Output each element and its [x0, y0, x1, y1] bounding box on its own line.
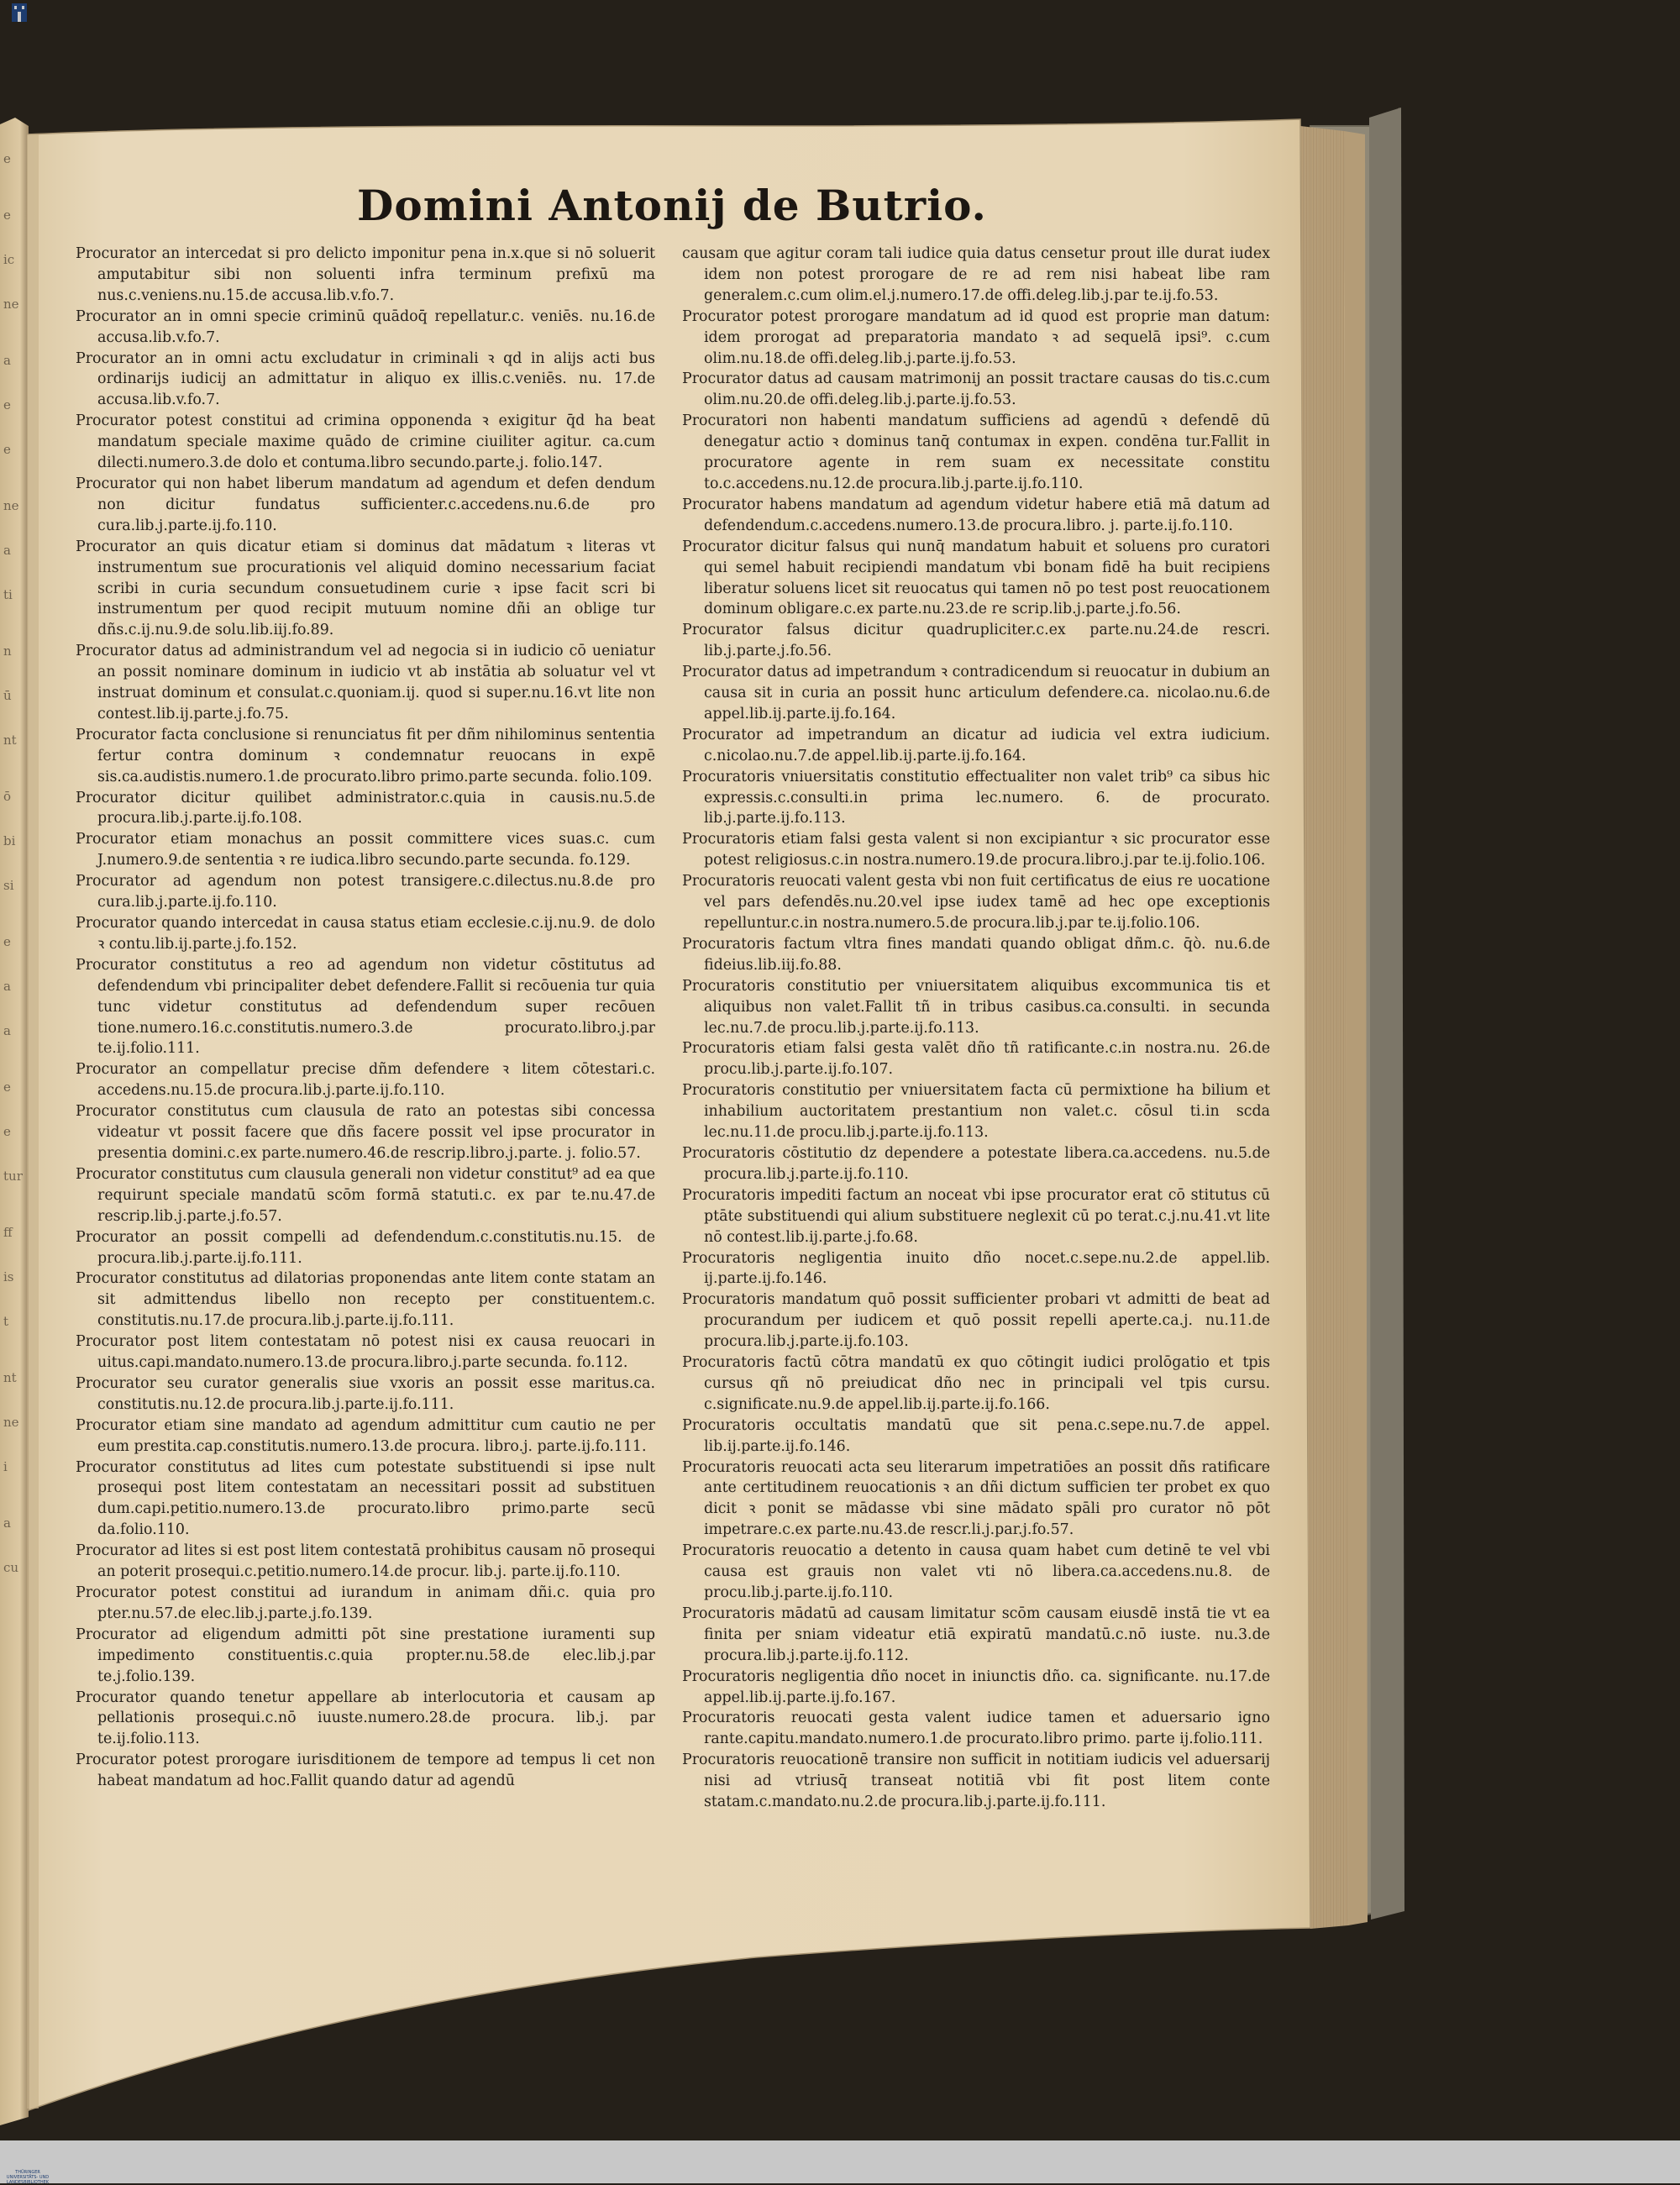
margin-fragment: e: [3, 442, 11, 457]
margin-fragment: e: [3, 207, 11, 223]
margin-fragment: a: [3, 543, 11, 558]
index-entry: Procurator ad lites si est post litem contestatā prohibitus causam nō prosequi an poterit prosequi.c.petitio.numero.14.de procur. lib.j. parte.ij.fo.110.: [76, 1542, 655, 1581]
margin-fragment: bi: [3, 833, 16, 848]
index-entry: Procuratoris vniuersitatis constitutio effectualiter non valet trib⁹ ca sibus hic expressis.c.consulti.in prima lec.numero. 6. de procurato. lib.j.parte.ij.fo.113.: [682, 768, 1270, 827]
index-entry: Procurator etiam sine mandato ad agendum admittitur cum cautio ne per eum prestita.cap.constitutis.numero.13.de procura. libro.j. parte.ij.fo.111.: [76, 1416, 655, 1455]
index-entry: Procurator ad impetrandum an dicatur ad iudicia vel extra iudicium. c.nicolao.nu.7.de appel.lib.ij.parte.ij.fo.164.: [682, 726, 1270, 764]
index-entry: Procurator etiam monachus an possit committere vices suas.c. cum J.numero.9.de sententia ꝛ re iudica.libro secundo.parte secunda. fo.129.: [76, 831, 655, 869]
index-entry: Procurator an in omni actu excludatur in criminali ꝛ qd in alijs acti bus ordinarijs iudicij an admittatur in aliquo ex illis.c.veniēs. nu. 17.de accusa.lib.v.fo.7.: [76, 349, 655, 409]
index-entry: Procuratoris cōstitutio dz dependere a potestate libera.ca.accedens. nu.5.de procura.lib.j.parte.ij.fo.110.: [682, 1144, 1270, 1183]
margin-fragment: ne: [3, 1415, 19, 1430]
margin-fragment: e: [3, 1079, 11, 1095]
index-entry: Procurator seu curator generalis siue vxoris an possit esse maritus.ca. constitutis.nu.12.de procura.lib.j.parte.ij.fo.111.: [76, 1374, 655, 1413]
index-entry: Procurator facta conclusione si renunciatus fit per dñm nihilominus sententia fertur contra dominum ꝛ condemnatur reuocans in expē sis.ca.audistis.numero.1.de procurato.libro primo.parte secunda. folio.109.: [76, 726, 655, 785]
index-entry: Procurator quando tenetur appellare ab interlocutoria et causam ap pellationis prosequi.c.nō iuuste.numero.28.de procura. lib.j. par te.ij.folio.113.: [76, 1689, 655, 1748]
margin-fragment: a: [3, 353, 11, 368]
index-entry: Procurator falsus dicitur quadrupliciter.c.ex parte.nu.24.de rescri. lib.j.parte.j.fo.56.: [682, 622, 1270, 660]
book-cover-shadow: [1369, 108, 1404, 1920]
index-entry: Procuratoris etiam falsi gesta valent si non excipiantur ꝛ sic procurator esse potest religiosus.c.in nostra.numero.19.de procura.libro.j.par te.ij.folio.106.: [682, 831, 1270, 869]
index-entry: Procurator dicitur quilibet administrator.c.quia in causis.nu.5.de procura.lib.j.parte.ij.fo.108.: [76, 789, 655, 827]
index-entry: Procurator ad agendum non potest transigere.c.dilectus.nu.8.de pro cura.lib.j.parte.ij.fo.110.: [76, 873, 655, 911]
index-entry: Procurator potest prorogare mandatum ad id quod est proprie man datum: idem prorogat ad preparatoria mandato ꝛ ad sequelā ipsi⁹. c.cum olim.nu.18.de offi.deleg.lib.j.parte.ij.fo.53.: [682, 307, 1270, 367]
index-entry: Procurator an compellatur precise dñm defendere ꝛ litem cōtestari.c. accedens.nu.15.de procura.lib.j.parte.ij.fo.110.: [76, 1061, 655, 1100]
index-entry: Procurator habens mandatum ad agendum videtur habere etiā mā datum ad defendendum.c.accedens.numero.13.de procura.libro. j. parte.ij.fo.110.: [682, 496, 1270, 534]
index-entry: Procuratoris negligentia inuito dño nocet.c.sepe.nu.2.de appel.lib. ij.parte.ij.fo.146.: [682, 1249, 1270, 1288]
margin-fragment: nt: [3, 733, 17, 748]
index-entry: Procurator quando intercedat in causa status etiam ecclesie.c.ij.nu.9. de dolo ꝛ contu.lib.ij.parte.j.fo.152.: [76, 915, 655, 953]
margin-fragment: ne: [3, 498, 19, 513]
index-entry: Procurator post litem contestatam nō potest nisi ex causa reuocari in uitus.capi.mandato.numero.13.de procura.libro.j.parte secunda. fo.112.: [76, 1333, 655, 1372]
index-entry: Procuratoris etiam falsi gesta valēt dño tñ ratificante.c.in nostra.nu. 26.de procu.lib.j.parte.ij.fo.107.: [682, 1040, 1270, 1079]
index-column-left: [76, 244, 655, 1792]
margin-fragment: ō: [3, 789, 12, 804]
margin-fragment: ff: [3, 1225, 13, 1240]
index-entry: Procurator datus ad impetrandum ꝛ contradicendum si reuocatur in dubium an causa sit in curia an possit hunc articulum defendere.ca. nicolao.nu.6.de appel.lib.ij.parte.ij.fo.164.: [682, 664, 1270, 722]
margin-fragment: is: [3, 1269, 14, 1284]
index-entry: Procurator constitutus ad dilatorias proponendas ante litem conte statam an sit admittendus libello non recepto per constituentem.c. constitutis.nu.17.de procura.lib.j.parte.ij.fo.111.: [76, 1270, 655, 1330]
margin-fragment: cu: [3, 1560, 19, 1575]
margin-fragment: n: [3, 643, 12, 659]
index-entry: Procurator an quis dicatur etiam si dominus dat mādatum ꝛ literas vt instrumentum sue procurationis vel aliquid domino necessarium faciat scribi in curia secundum consuetudinem curie ꝛ ipse facit scri bi instrumentum per quod recipit mutuum nomine dñi an oblige tur dñs.c.ij.nu.9.de solu.lib.iij.fo.89.: [76, 538, 655, 639]
index-entry: Procuratoris reuocati valent gesta vbi non fuit certificatus de eius re uocatione vel pars defendēs.nu.20.vel ipse iudex tamē ad hec ope exceptionis repelluntur.c.in nostra.numero.5.de procura.lib.j.par te.ij.folio.106.: [682, 873, 1270, 932]
library-emblem-icon: [0, 0, 39, 39]
index-entry: Procurator an possit compelli ad defendendum.c.constitutis.nu.15. de procura.lib.j.parte.ij.fo.111.: [76, 1228, 655, 1267]
index-entry: Procuratoris mandatum quō possit sufficienter probari vt admitti de beat ad procurandum per iudicem et quō possit repelli aperte.ca.j. nu.11.de procura.lib.j.parte.ij.fo.103.: [682, 1291, 1270, 1351]
margin-fragment: ne: [3, 297, 19, 312]
index-entry: Procuratoris negligentia dño nocet in iniunctis dño. ca. significante. nu.17.de appel.lib.ij.parte.ij.fo.167.: [682, 1668, 1270, 1706]
index-entry: Procuratoris factū cōtra mandatū ex quo cōtingit iudici prolōgatio et tpis cursus qñ nō preiudicat dño nec in principali vel tpis cursu. c.significate.nu.9.de appel.lib.ij.parte.ij.fo.166.: [682, 1354, 1270, 1413]
index-entry: Procuratoris reuocatio a detento in causa quam habet cum detinē te vel vbi causa est grauis non valet vti nō libera.ca.accedens.nu.8. de procu.lib.j.parte.ij.fo.110.: [682, 1542, 1270, 1601]
index-entry: Procurator constitutus cum clausula generali non videtur constitut⁹ ad ea que requirunt speciale mandatū scōm formā statuti.c. ex par te.nu.47.de rescrip.lib.j.parte.j.fo.57.: [76, 1165, 655, 1225]
index-entry: Procuratoris constitutio per vniuersitatem aliquibus excommunica tis et aliquibus non valet.Fallit tñ in tribus casibus.ca.consulti. in secunda lec.nu.7.de procu.lib.j.parte.ij.fo.113.: [682, 977, 1270, 1037]
margin-fragment: nt: [3, 1370, 17, 1385]
index-entry: Procuratoris reuocati gesta valent iudice tamen et aduersario igno rante.capitu.mandato.numero.1.de procurato.libro primo. parte ij.folio.111.: [682, 1710, 1270, 1748]
index-entry: Procurator qui non habet liberum mandatum ad agendum et defen dendum non dicitur fundatus sufficienter.c.accedens.nu.6.de pro cura.lib.j.parte.ij.fo.110.: [76, 475, 655, 534]
index-entry: Procurator ad eligendum admitti pōt sine prestatione iuramenti sup impedimento constituentis.c.quia propter.nu.58.de elec.lib.j.par te.j.folio.139.: [76, 1626, 655, 1685]
index-entry: Procurator constitutus ad lites cum potestate substituendi si ipse nult prosequi post litem contestatam an necessitari possit ad substituen dum.capi.petitio.numero.13.de procurato.libro primo.parte secū da.folio.110.: [76, 1458, 655, 1539]
index-entry: Procurator dicitur falsus qui nunq̄ mandatum habuit et soluens pro curatori qui semel habuit recipiendi mandatum vbi bonam fidē ha buit recipiens liberatur soluens licet sit reuocatus qui tamen nō po test post reuocationem dominum obligare.c.ex parte.nu.23.de re scrip.lib.j.parte.j.fo.56.: [682, 538, 1270, 618]
margin-fragment: tur: [3, 1169, 23, 1184]
index-entry: Procurator constitutus a reo ad agendum non videtur cōstitutus ad defendendum vbi principaliter debet defendere.Fallit si recōuenia tur quia tunc videtur constitutus ad defendendum super recōuen tione.numero.16.c.constitutis.numero.3.de procurato.libro.j.par te.ij.folio.111.: [76, 956, 655, 1058]
index-entry: Procuratoris mādatū ad causam limitatur scōm causam eiusdē instā tie vt ea finita per sniam videatur etiā expiratū mandatū.c.nō iuste. nu.3.de procura.lib.j.parte.ij.fo.112.: [682, 1605, 1270, 1664]
margin-fragment: a: [3, 979, 11, 994]
margin-fragment: e: [3, 1124, 11, 1139]
margin-fragment: a: [3, 1023, 11, 1038]
margin-fragment: t: [3, 1314, 9, 1329]
index-entry: Procuratoris reuocationē transire non sufficit in notitiam iudicis vel aduersarij nisi ad vtriusq̄ transeat notitiā vbi fit post litem conte statam.c.mandato.nu.2.de procura.lib.j.parte.ij.fo.111.: [682, 1752, 1270, 1811]
margin-fragment: e: [3, 151, 11, 166]
margin-fragment: a: [3, 1515, 11, 1531]
margin-fragment: ū: [3, 688, 12, 703]
margin-fragment: ti: [3, 587, 13, 602]
index-entry: Procurator an intercedat si pro delicto imponitur pena in.x.que si nō soluerit amputabitur sibi non soluenti infra terminum prefixū ma nus.c.veniens.nu.15.de accusa.lib.v.fo.7.: [76, 245, 655, 304]
library-logo-text: THÜRINGER UNIVERSITÄTS- UND LANDESBIBLIOTHEK: [6, 2170, 50, 2185]
index-entry: causam que agitur coram tali iudice quia datus censetur prout ille durat iudex idem non potest prorogare de re ad rem nisi habeat libe ram generalem.c.cum olim.el.j.numero.17.de offi.deleg.lib.j.par te.ij.fo.53.: [682, 245, 1270, 304]
index-entry: Procurator an in omni specie criminū quādoq̄ repellatur.c. veniēs. nu.16.de accusa.lib.v.fo.7.: [76, 307, 655, 346]
index-entry: Procuratoris factum vltra fines mandati quando obligat dñm.c. q̄ò. nu.6.de fideius.lib.iij.fo.88.: [682, 935, 1270, 974]
index-entry: Procurator potest prorogare iurisditionem de tempore ad tempus li cet non habeat mandatum ad hoc.Fallit quando datur ad agendū: [76, 1752, 655, 1790]
margin-fragment: e: [3, 397, 11, 412]
index-column-right: [682, 244, 1270, 1813]
index-entry: Procuratoris impediti factum an noceat vbi ipse procurator erat cō stitutus cū ptāte substituendi qui alium substituere neglexit cū po terat.c.j.nu.41.vt lite nō contest.lib.ij.parte.j.fo.68.: [682, 1186, 1270, 1246]
footer-bar: [0, 2140, 1680, 2183]
page-title: Domini Antonij de Butrio.: [357, 181, 987, 230]
index-entry: Procurator datus ad causam matrimonij an possit tractare causas do tis.c.cum olim.nu.20.de offi.deleg.lib.j.parte.ij.fo.53.: [682, 370, 1270, 409]
index-entry: Procuratoris occultatis mandatū que sit pena.c.sepe.nu.7.de appel. lib.ij.parte.ij.fo.146.: [682, 1416, 1270, 1455]
facing-page-margin-text: [3, 151, 23, 1605]
index-entry: Procuratoris constitutio per vniuersitatem facta cū permixtione ha bilium et inhabilium auctoritatem prestantium non valet.c. cōsul ti.in scda lec.nu.11.de procu.lib.j.parte.ij.fo.113.: [682, 1082, 1270, 1142]
index-entry: Procuratori non habenti mandatum sufficiens ad agendū ꝛ defendē dū denegatur actio ꝛ dominus tanq̄ contumax in expen. condēna tur.Fallit in procuratore agente in rem suam ex necessitate constitu to.c.accedens.nu.12.de procura.lib.j.parte.ij.fo.110.: [682, 412, 1270, 492]
margin-fragment: i: [3, 1459, 8, 1474]
index-entry: Procurator constitutus cum clausula de rato an potestas sibi concessa videatur vt possit facere que dñs facere possit vel ipse procurator in presentia domini.c.ex parte.numero.46.de rescrip.libro.j.parte. j. folio.57.: [76, 1103, 655, 1162]
index-entry: Procurator potest constitui ad iurandum in animam dñi.c. quia pro pter.nu.57.de elec.lib.j.parte.j.fo.139.: [76, 1584, 655, 1622]
index-entry: Procuratoris reuocati acta seu literarum impetratiōes an possit dñs ratificare ante certitudinem reuocationis ꝛ an dñi dictum sufficien ter probet ex quo dicit ꝛ ponit se mādasse vbi sine mādato spāli pro curator nō pōt impetrare.c.ex parte.nu.43.de rescr.li.j.par.j.fo.57.: [682, 1458, 1270, 1539]
margin-fragment: si: [3, 878, 14, 893]
page-content: [59, 181, 1285, 2029]
margin-fragment: ic: [3, 252, 15, 267]
index-entry: Procurator datus ad administrandum vel ad negocia si in iudicio cō ueniatur an possit nominare dominum in iudicio vt ab instātia ab soluatur vel vt instruat dominum et consulat.c.quoniam.ij. quod si super.nu.16.vt lite non contest.lib.ij.parte.j.fo.75.: [76, 643, 655, 722]
index-entry: Procurator potest constitui ad crimina opponenda ꝛ exigitur q̄d ha beat mandatum speciale maxime quādo de crimine ciuiliter agitur. ca.cum dilecti.numero.3.de dolo et contuma.libro secundo.parte.j. folio.147.: [76, 412, 655, 472]
margin-fragment: e: [3, 934, 11, 949]
